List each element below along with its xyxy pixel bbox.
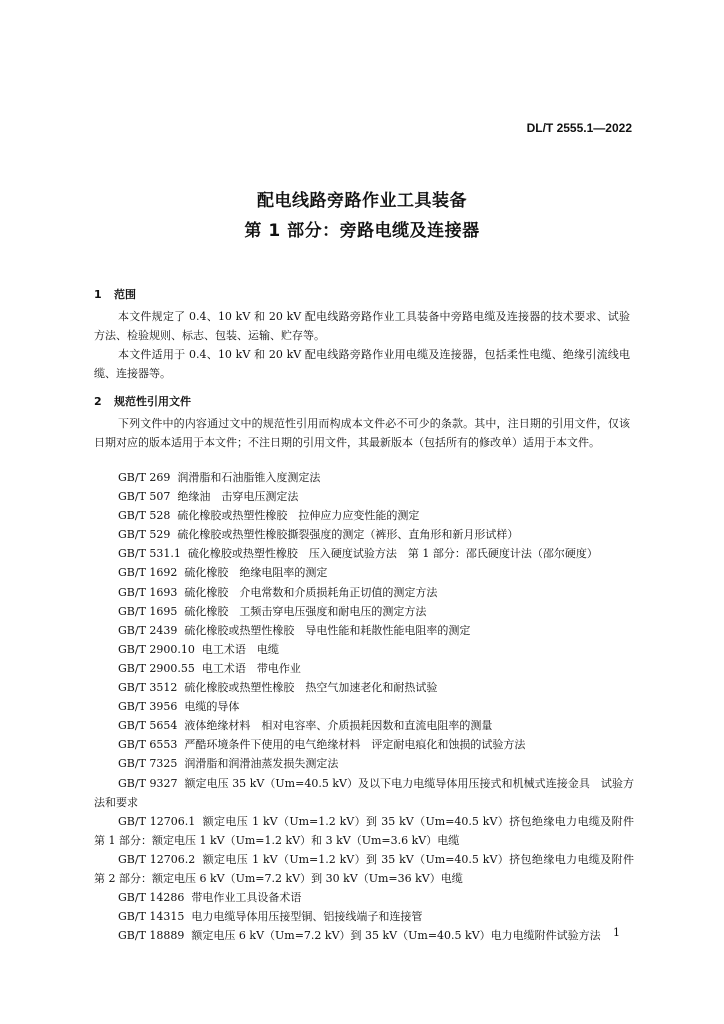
reference-item (94, 907, 634, 926)
reference-title: 硫化橡胶或热塑性橡胶 拉伸应力应变性能的测定 (177, 509, 420, 523)
reference-item (94, 754, 634, 773)
reference-title: 硫化橡胶 绝缘电阻率的测定 (184, 566, 328, 580)
reference-item (94, 602, 634, 621)
reference-code: GB/T 1695 (118, 604, 178, 618)
reference-list (94, 468, 645, 945)
reference-item (94, 850, 645, 888)
reference-item (94, 468, 634, 487)
reference-code: GB/T 9327 (118, 776, 178, 790)
reference-title: 绝缘油 击穿电压测定法 (177, 490, 299, 504)
reference-code: GB/T 528 (118, 509, 171, 523)
document-title: 配电线路旁路作业工具装备 (257, 191, 467, 211)
reference-title: 硫化橡胶或热塑性橡胶 压入硬度试验方法 第 1 部分：邵氏硬度计法（邵尔硬度） (187, 547, 598, 561)
reference-title: 电力电缆导体用压接型铜、铝接线端子和连接管 (191, 910, 423, 924)
section-1-heading (94, 286, 136, 302)
reference-code: GB/T 2900.10 (118, 642, 195, 656)
scope-paragraph-1: 本文件规定了 0.4、10 kV 和 20 kV 配电线路旁路作业工具装备中旁路电缆及连接器的技术要求、试验方法、检验规则、标志、包装、运输、贮存等。 (94, 310, 630, 342)
reference-title: 严酷环境条件下使用的电气绝缘材料 评定耐电痕化和蚀损的试验方法 (184, 738, 526, 752)
reference-title: 额定电压 1 kV（Um=1.2 kV）到 35 kV（Um=40.5 kV）挤包绝缘电力电缆及附件 第 1 部分：额定电压 1 kV（Um=1.2 kV）和 3 kV（Um=3.6 kV）电缆 (94, 814, 645, 847)
reference-code: GB/T 18889 (118, 929, 185, 943)
reference-title: 液体绝缘材料 相对电容率、介质损耗因数和直流电阻率的测量 (184, 719, 493, 733)
reference-title: 润滑脂和石油脂锥入度测定法 (177, 471, 321, 484)
reference-code: GB/T 1692 (118, 566, 178, 580)
section-1-title: 范围 (114, 288, 136, 301)
document-subtitle: 第 1 部分：旁路电缆及连接器 (244, 221, 480, 241)
reference-code: GB/T 12706.1 (118, 814, 196, 828)
reference-code: GB/T 269 (118, 471, 171, 484)
reference-code: GB/T 529 (118, 528, 171, 542)
reference-title: 硫化橡胶 介电常数和介质损耗角正切值的测定方法 (184, 585, 438, 599)
reference-item (94, 926, 634, 945)
reference-item (94, 583, 634, 602)
reference-item (94, 525, 634, 544)
section-2-number: 2 (94, 395, 102, 408)
standard-code: DL/T 2555.1—2022 (526, 121, 632, 135)
reference-item (94, 640, 634, 659)
reference-code: GB/T 14315 (118, 910, 185, 924)
reference-code: GB/T 12706.2 (118, 852, 196, 866)
reference-item (94, 621, 634, 640)
reference-title: 带电作业工具设备术语 (191, 891, 302, 905)
reference-title: 额定电压 35 kV（Um=40.5 kV）及以下电力电缆导体用压接式和机械式连接金具 试验方法和要求 (94, 776, 634, 809)
reference-code: GB/T 507 (118, 490, 171, 504)
reference-item (94, 659, 634, 678)
reference-item (94, 774, 634, 812)
reference-item (94, 735, 634, 754)
section-1-number: 1 (94, 288, 102, 301)
page-number: 1 (613, 926, 620, 939)
reference-item (94, 812, 645, 850)
reference-item (94, 544, 634, 563)
reference-code: GB/T 2439 (118, 623, 178, 637)
reference-title: 硫化橡胶或热塑性橡胶撕裂强度的测定（裤形、直角形和新月形试样） (177, 528, 519, 542)
reference-item (94, 563, 634, 582)
reference-code: GB/T 5654 (118, 719, 178, 733)
reference-item (94, 697, 634, 716)
section-2-title: 规范性引用文件 (114, 395, 191, 408)
reference-title: 电缆的导体 (184, 700, 240, 714)
reference-code: GB/T 14286 (118, 891, 185, 905)
reference-title: 额定电压 6 kV（Um=7.2 kV）到 35 kV（Um=40.5 kV）电力电缆附件试验方法 (191, 929, 601, 943)
reference-code: GB/T 3956 (118, 700, 178, 714)
reference-title: 电工术语 电缆 (201, 642, 279, 656)
references-intro: 下列文件中的内容通过文中的规范性引用而构成本文件必不可少的条款。其中，注日期的引用文件，仅该日期对应的版本适用于本文件；不注日期的引用文件，其最新版本（包括所有的修改单）适用于本文件。 (94, 417, 630, 449)
reference-code: GB/T 1693 (118, 585, 178, 599)
scope-paragraph-2: 本文件适用于 0.4、10 kV 和 20 kV 配电线路旁路作业用电缆及连接器，包括柔性电缆、绝缘引流线电缆、连接器等。 (94, 348, 630, 380)
reference-code: GB/T 2900.55 (118, 661, 195, 675)
reference-title: 硫化橡胶或热塑性橡胶 热空气加速老化和耐热试验 (184, 681, 438, 695)
reference-item (94, 716, 634, 735)
reference-item (94, 888, 634, 907)
reference-code: GB/T 6553 (118, 738, 178, 752)
reference-item (94, 506, 634, 525)
reference-item (94, 487, 634, 506)
reference-code: GB/T 7325 (118, 757, 178, 771)
section-2-heading (94, 393, 191, 409)
reference-title: 额定电压 1 kV（Um=1.2 kV）到 35 kV（Um=40.5 kV）挤包绝缘电力电缆及附件 第 2 部分：额定电压 6 kV（Um=7.2 kV）到 30 kV（Um=36 kV）电缆 (94, 852, 645, 885)
reference-code: GB/T 531.1 (118, 547, 181, 561)
reference-code: GB/T 3512 (118, 681, 178, 695)
reference-title: 硫化橡胶 工频击穿电压强度和耐电压的测定方法 (184, 604, 427, 618)
reference-item (94, 678, 634, 697)
reference-title: 电工术语 带电作业 (201, 661, 301, 675)
reference-title: 润滑脂和润滑油蒸发损失测定法 (184, 757, 339, 771)
reference-title: 硫化橡胶或热塑性橡胶 导电性能和耗散性能电阻率的测定 (184, 623, 471, 637)
